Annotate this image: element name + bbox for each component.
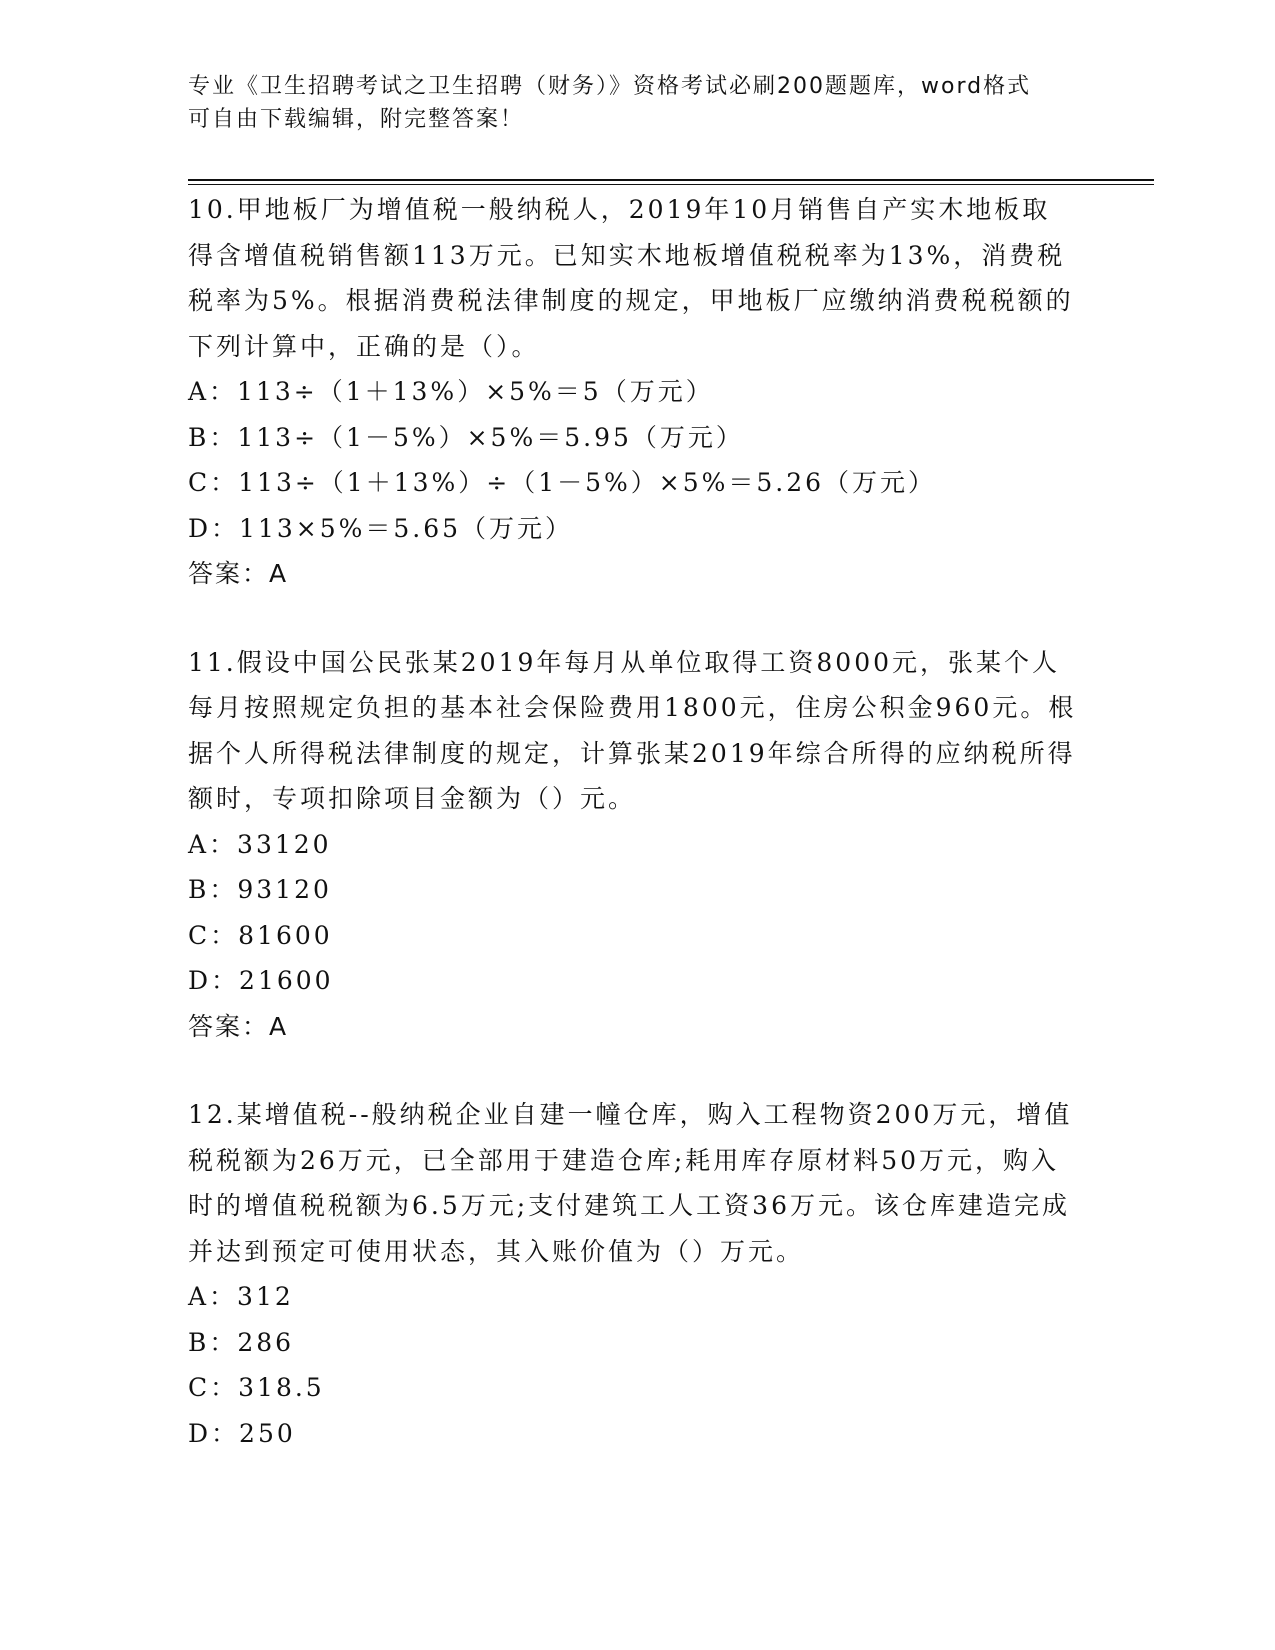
question-stem: 10.甲地板厂为增值税一般纳税人，2019年10月销售自产实木地板取得含增值税销售额113万元。已知实木地板增值税税率为13%，消费税税率为5%。根据消费税法律制度的规定，甲地板厂应缴纳消费税税额的下列计算中，正确的是（）。: [188, 195, 1074, 361]
option-b: B：113÷（1－5%）×5%＝5.95（万元）: [188, 422, 744, 452]
question-12: [188, 1092, 1088, 1456]
answer-line: 答案：A: [188, 559, 289, 588]
question-11: [188, 640, 1088, 1050]
option-a: A：113÷（1＋13%）×5%＝5（万元）: [188, 377, 714, 406]
header-line-2: 可自由下载编辑，附完整答案！: [188, 107, 525, 132]
option-d: D：250: [188, 1418, 296, 1448]
option-d: D：113×5%＝5.65（万元）: [188, 513, 574, 543]
option-d: D：21600: [188, 966, 334, 995]
option-c: C：81600: [188, 920, 333, 950]
option-c: C：318.5: [188, 1373, 325, 1402]
option-a: A：312: [188, 1282, 294, 1311]
header-rule-thin: [188, 184, 1154, 185]
document-header: [188, 70, 1068, 136]
question-stem: 12.某增值税--般纳税企业自建一幢仓库，购入工程物资200万元，增值税税额为26万元，已全部用于建造仓库;耗用库存原材料50万元，购入时的增值税税额为6.5万元;支付建筑工人工资36万元。该仓库建造完成并达到预定可使用状态，其入账价值为（）万元。: [188, 1100, 1073, 1266]
question-10: [188, 187, 1088, 597]
option-a: A：33120: [188, 829, 332, 859]
header-rule-thick: [188, 179, 1154, 181]
option-b: B：286: [188, 1327, 295, 1357]
header-line-1: 专业《卫生招聘考试之卫生招聘（财务）》资格考试必刷200题题库，word格式: [188, 74, 1032, 99]
option-c: C：113÷（1＋13%）÷（1－5%）×5%＝5.26（万元）: [188, 468, 937, 497]
question-list: [188, 187, 1088, 1499]
answer-line: 答案：A: [188, 1011, 289, 1041]
option-b: B：93120: [188, 875, 332, 904]
question-stem: 11.假设中国公民张某2019年每月从单位取得工资8000元，张某个人每月按照规定负担的基本社会保险费用1800元，住房公积金960元。根据个人所得税法律制度的规定，计算张某2019年综合所得的应纳税所得额时，专项扣除项目金额为（）元。: [188, 647, 1077, 813]
